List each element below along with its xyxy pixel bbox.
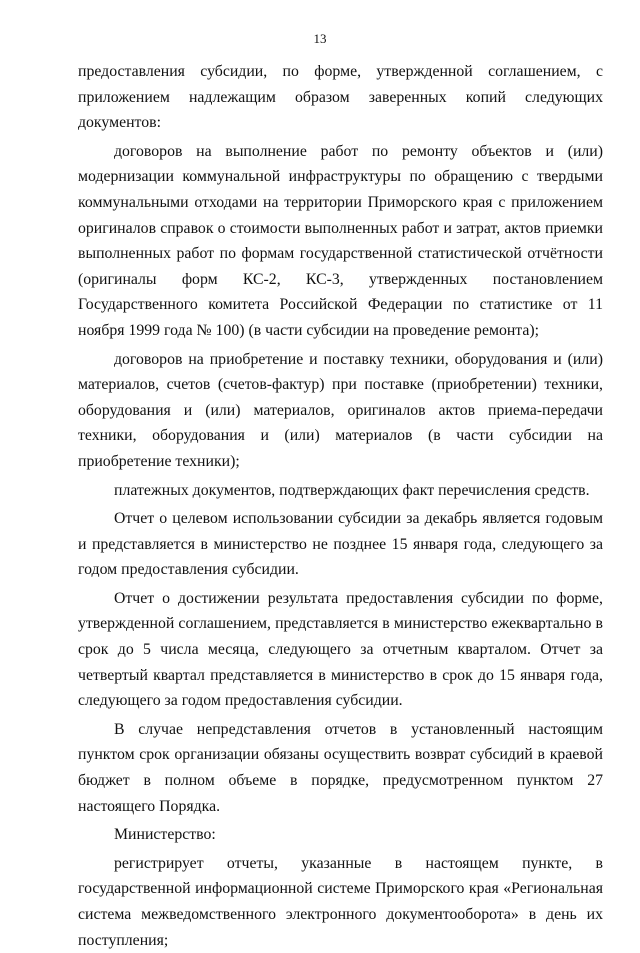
paragraph-payment-documents: платежных документов, подтверждающих факт перечисления средств. (114, 481, 590, 499)
document-body (78, 59, 603, 953)
paragraph-continuation: предоставления субсидии, по форме, утвержденной соглашением, с приложением надлежащим образом заверенных копий следующих документов: (78, 63, 603, 132)
paragraph-non-submission: В случае непредставления отчетов в установленный настоящим пунктом срок организации обязаны осуществить возврат субсидий в краевой бюджет в полном объеме в порядке, предусмотренном пунктом 27 настоящего Порядка. (78, 720, 603, 815)
paragraph-ministry-heading: Министерство: (114, 826, 216, 844)
paragraph-registration: регистрирует отчеты, указанные в настоящем пункте, в государственной информационной системе Приморского края «Региональная система межведомственного электронного документооборота» в день их поступления; (78, 854, 603, 949)
paragraph-equipment-contracts: договоров на приобретение и поставку техники, оборудования и (или) материалов, счетов (счетов-фактур) при поставке (приобретении) техники, оборудования и (или) материалов, оригиналов актов приема-передачи техники, оборудования и (или) материалов (в части субсидии на приобретение техники); (78, 350, 603, 470)
paragraph-repair-contracts: договоров на выполнение работ по ремонту объектов и (или) модернизации коммунальной инфраструктуры по обращению с твердыми коммунальными отходами на территории Приморского края с приложением оригиналов справок о стоимости выполненных работ и затрат, актов приемки выполненных работ по формам государственной статистической отчётности (оригиналы форм КС-2, КС-3, утвержденных постановлением Государственного комитета Российской Федерации по статистике от 11 ноября 1999 года № 100) (в части субсидии на проведение ремонта); (78, 142, 603, 339)
paragraph-annual-report: Отчет о целевом использовании субсидии за декабрь является годовым и представляется в министерство не позднее 15 января года, следующего за годом предоставления субсидии. (78, 510, 603, 579)
page-number: 13 (313, 31, 327, 46)
paragraph-result-report: Отчет о достижении результата предоставления субсидии по форме, утвержденной соглашением, представляется в министерство ежеквартально в срок до 5 числа месяца, следующего за отчетным кварталом. Отчет за четвертый квартал представляется в министерство в срок до 15 января года, следующего за годом предоставления субсидии. (78, 589, 603, 710)
